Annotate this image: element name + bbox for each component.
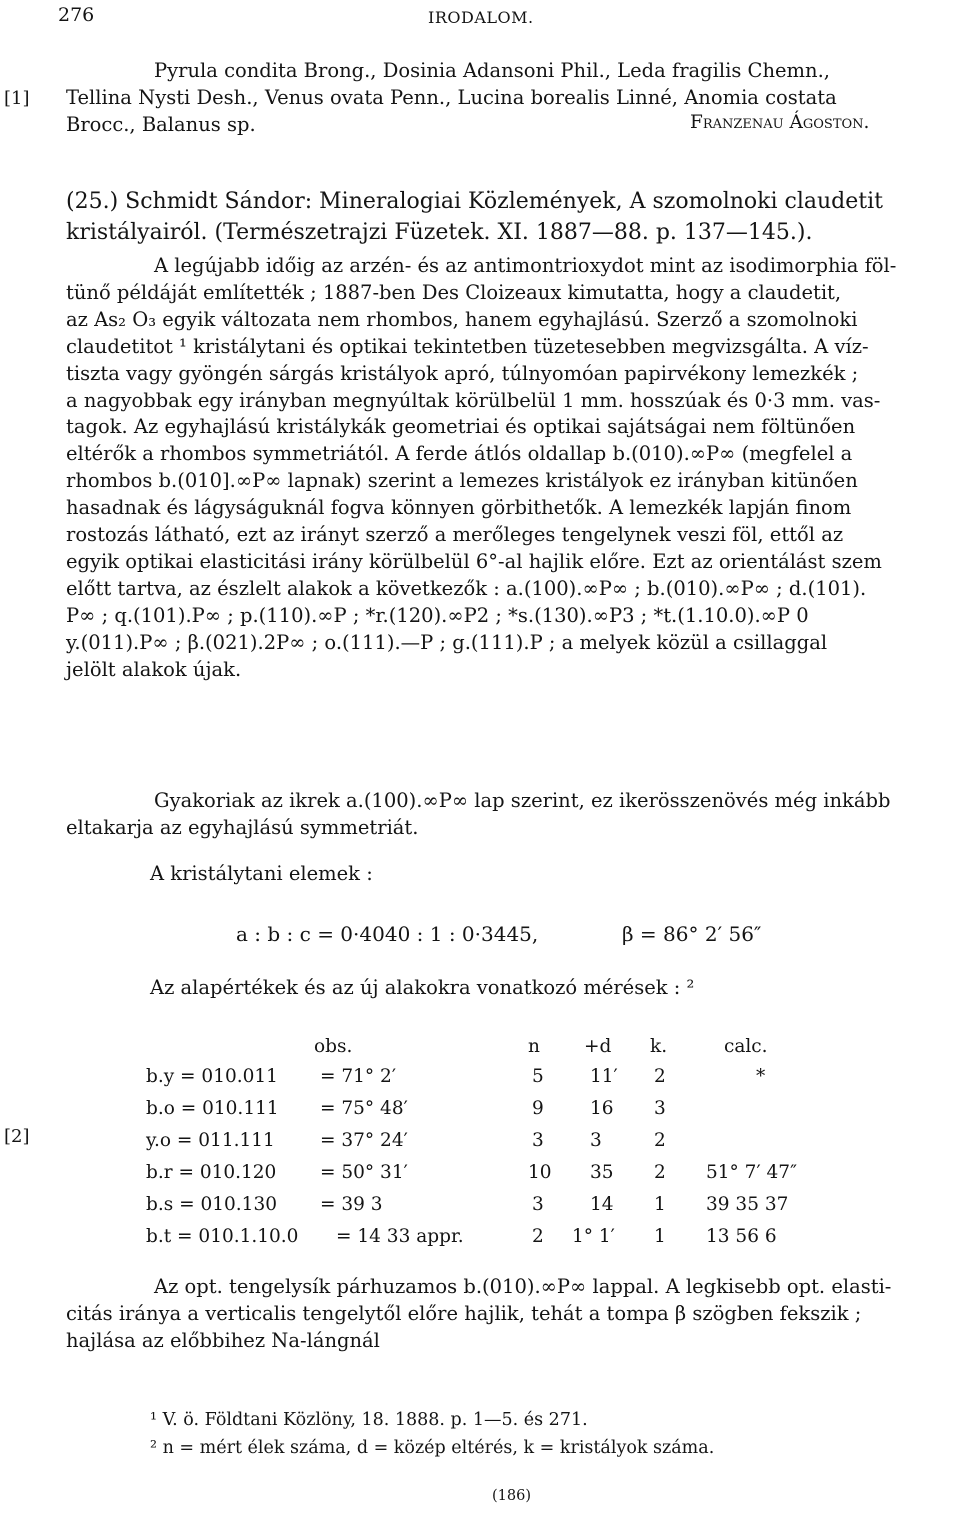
d-cell: 3: [590, 1130, 602, 1151]
n-cell: 2: [532, 1226, 544, 1247]
calc-cell: 13 56 6: [706, 1226, 777, 1247]
d-cell: 16: [590, 1098, 614, 1119]
citation-paragraph: [66, 186, 956, 248]
text-line: a nagyobbak egy irányban megnyúltak körülbelül 1 mm. hosszúak és 0·3 mm. vas-: [66, 388, 881, 412]
text-line: eltakarja az egyhajlású symmetriát.: [66, 815, 419, 839]
text-line: A legújabb időig az arzén- és az antimontrioxydot mint az isodimorphia föl-: [154, 254, 897, 277]
text-line: hajlása az előbbihez Na-lángnál: [66, 1328, 380, 1352]
header-d: +d: [584, 1036, 612, 1057]
margin-note-1: [1]: [4, 88, 30, 109]
k-cell: 3: [654, 1098, 666, 1119]
citation-line: kristályairól. (Természetrajzi Füzetek. XI. 1887—88. p. 137—145.).: [66, 220, 813, 245]
k-cell: 1: [654, 1226, 666, 1247]
header-calc: calc.: [724, 1036, 768, 1057]
calc-cell: *: [756, 1066, 766, 1087]
text-line: P∞ ; q.(101).P∞ ; p.(110).∞P ; *r.(120).∞P2 ; *s.(130).∞P3 ; *t.(1.10.0).∞P 0: [66, 603, 809, 627]
header-obs: obs.: [314, 1036, 353, 1057]
face-cell: y.o = 011.111: [146, 1130, 275, 1151]
face-cell: b.y = 010.011: [146, 1066, 278, 1087]
running-title: IRODALOM.: [428, 8, 534, 27]
text-line: hasadnak és lágyságuknál fogva könnyen görbithetők. A lemezkék lapján finom: [66, 496, 852, 520]
n-cell: 3: [532, 1130, 544, 1151]
header-k: k.: [650, 1036, 668, 1057]
n-cell: 5: [532, 1066, 544, 1087]
text-line: tiszta vagy gyöngén sárgás kristályok apró, túlnyomóan papirvékony lemezkék ;: [66, 361, 859, 385]
obs-cell: = 37° 24′: [320, 1130, 408, 1151]
calc-cell: 39 35 37: [706, 1194, 789, 1215]
k-cell: 1: [654, 1194, 666, 1215]
page-number: 276: [58, 4, 95, 26]
twins-paragraph: [66, 788, 956, 842]
beta-angle: β = 86° 2′ 56″: [622, 922, 762, 946]
text-line: tagok. Az egyhajlású kristálykák geometriai és optikai sajátságai nem föltünően: [66, 415, 856, 439]
text-line: eltérők a rhombos symmetriától. A ferde átlós oldallap b.(010).∞P∞ (megfelel a: [66, 442, 853, 466]
n-cell: 9: [532, 1098, 544, 1119]
text-line: rostozás látható, ezt az irányt szerző a merőleges tengelynek veszi föl, ettől az: [66, 523, 844, 547]
d-cell: 11′: [590, 1066, 618, 1087]
text-line: y.(011).P∞ ; β.(021).2P∞ ; o.(111).—P ; g.(111).P ; a melyek közül a csillaggal: [66, 630, 828, 654]
face-cell: b.s = 010.130: [146, 1194, 277, 1215]
text-line: rhombos b.(010].∞P∞ lapnak) szerint a lemezes kristályok ez irányban kitünően: [66, 469, 858, 493]
obs-cell: = 14 33 appr.: [336, 1226, 464, 1247]
text-line: Brocc., Balanus sp.: [66, 112, 256, 136]
face-cell: b.t = 010.1.10.0: [146, 1226, 299, 1247]
text-line: claudetitot ¹ kristálytani és optikai tekintetben tüzetesebben megvizsgálta. A víz-: [66, 334, 869, 358]
text-line: az As₂ O₃ egyik változata nem rhombos, hanem egyhajlású. Szerző a szomolnoki: [66, 307, 858, 331]
obs-cell: = 39 3: [320, 1194, 383, 1215]
citation-line: (25.) Schmidt Sándor: Mineralogiai Közlemények, A szomolnoki claudetit: [66, 189, 883, 214]
n-cell: 3: [532, 1194, 544, 1215]
obs-cell: = 71° 2′: [320, 1066, 397, 1087]
text-line: egyik optikai elasticitási irány körülbelül 6°-al hajlik előre. Ezt az orientálást szem: [66, 549, 882, 573]
face-cell: b.o = 010.111: [146, 1098, 279, 1119]
d-cell: 1° 1′: [572, 1226, 615, 1247]
footer-sheet-number: (186): [492, 1488, 531, 1504]
measurements-heading: Az alapértékek és az új alakokra vonatkozó mérések : ²: [150, 976, 695, 999]
k-cell: 2: [654, 1162, 666, 1183]
text-line: Pyrula condita Brong., Dosinia Adansoni Phil., Leda fragilis Chemn.,: [154, 59, 831, 82]
text-line: Tellina Nysti Desh., Venus ovata Penn., Lucina borealis Linné, Anomia costata: [66, 85, 837, 109]
obs-cell: = 75° 48′: [320, 1098, 408, 1119]
text-line: Az opt. tengelysík párhuzamos b.(010).∞P∞ lappal. A legkisebb opt. elasti-: [154, 1275, 892, 1298]
main-paragraph: [66, 253, 956, 684]
k-cell: 2: [654, 1066, 666, 1087]
text-line: tünő példáját említették ; 1887-ben Des Cloizeaux kimutatta, hogy a claudetit,: [66, 280, 842, 304]
author-signature: Franzenau Ágoston.: [690, 112, 870, 133]
margin-note-2: [2]: [4, 1126, 30, 1147]
footnote-2: ² n = mért élek száma, d = közép eltérés, k = kristályok száma.: [150, 1438, 715, 1458]
obs-cell: = 50° 31′: [320, 1162, 408, 1183]
elements-heading: A kristálytani elemek :: [150, 862, 373, 885]
n-cell: 10: [528, 1162, 552, 1183]
optics-paragraph: [66, 1274, 956, 1355]
d-cell: 14: [590, 1194, 614, 1215]
text-line: előtt tartva, az észlelt alakok a következők : a.(100).∞P∞ ; b.(010).∞P∞ ; d.(101).: [66, 576, 867, 600]
header-n: n: [528, 1036, 540, 1057]
k-cell: 2: [654, 1130, 666, 1151]
face-cell: b.r = 010.120: [146, 1162, 277, 1183]
d-cell: 35: [590, 1162, 614, 1183]
text-line: jelölt alakok újak.: [66, 657, 242, 681]
text-line: Gyakoriak az ikrek a.(100).∞P∞ lap szerint, ez ikerösszenövés még inkább: [154, 789, 891, 812]
footnote-1: ¹ V. ö. Földtani Közlöny, 18. 1888. p. 1—5. és 271.: [150, 1410, 588, 1430]
axial-ratio: a : b : c = 0·4040 : 1 : 0·3445,: [236, 922, 539, 946]
text-line: citás iránya a verticalis tengelytől előre hajlik, tehát a tompa β szögben fekszik ;: [66, 1301, 862, 1325]
calc-cell: 51° 7′ 47″: [706, 1162, 797, 1183]
